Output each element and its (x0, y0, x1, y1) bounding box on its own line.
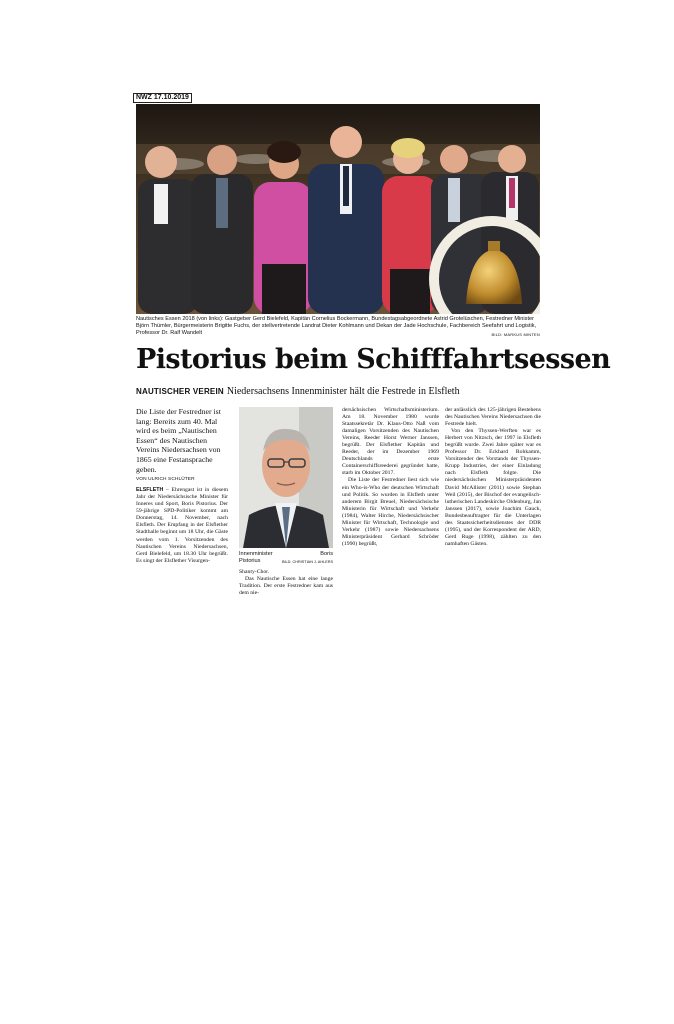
article-text: – Ehrengast ist in diesem Jahr der Niedersächsische Minister für Inneres und Sport, Boris Pistorius. Der 59-jährige SPD-Politiker kommt am Donnerstag, 14. November, nach Elsfleth. Der Empfang in der Elsflether Stadthalle beginnt um 18 Uhr, die Gäste werden vom 1. Vorsitzenden des Nautischen Vereins Niedersachsen, Gerd Bielefeld, um 18.30 Uhr begrüßt. Es singt der Elsflether Visurgen- (136, 487, 228, 564)
kicker: NAUTISCHER VEREIN (136, 387, 224, 396)
portrait-credit: BILD: CHRISTIAN J. AHLERS (281, 560, 333, 564)
subheadline-row (136, 386, 540, 398)
group-photo (136, 104, 540, 314)
article-lead: Die Liste der Festredner ist lang: Bereits zum 40. Mal wird es beim „Nautischen Essen“ des Nautischen Vereins Niedersachsen von 1865 eine Festansprache geben. (136, 407, 221, 474)
article-column-4 (445, 407, 541, 548)
article-text: Shanty-Chor. (239, 569, 270, 575)
article-text: Von den Thyssen-Werften war es Herbert von Nitzsch, der 1997 in Elsfleth begrüßt wurde. Zwei Jahre später war es Professor Dr. Eckhard Rohkamm, Vorsitzender des Vorstands der Thyssen-Krupp Industries, der einer Einladung nach Elsfleth folgte. Die niedersächsischen Ministerpräsidenten David McAllister (2011) sowie Stephan Weil (2015), der Bischof der evangelisch-lutherischen Landeskirche Oldenburg, Jan Janssen (2017), sowie Joachim Gauck, Bundesbeauftragter für die Unterlagen des Staatssicherheitsdienstes der DDR (1995), und der Korrespondent der ARD, Gerd Ruge (1998), zählten zu den namhaften Gästen. (445, 428, 541, 547)
article-column-2 (239, 407, 333, 597)
article-column-1 (136, 407, 228, 565)
portrait-caption-line2: Pistorius (239, 558, 261, 564)
article-paragraph (136, 487, 228, 565)
byline: VON ULRICH SCHLÜTER (136, 477, 195, 483)
portrait-photo (239, 407, 333, 548)
article-text: der anlässlich des 125-jährigen Bestehens des Nautischen Vereins Niedersachsen die Festrede hielt. (445, 407, 541, 428)
headline: Pistorius beim Schifffahrtsessen (136, 344, 611, 375)
article-text: dersächsischen Wirtschaftsministerium. Am 18. November 1980 wurde Staatssekretär Dr. Klaus-Otto Naß vom damaligen Vorsitzenden des Nautischen Vereins, Reeder Horst Werner Janssen, begrüßt. Der Elsflether Kapitän und Reeder, der im Dezember 1969 Deutschlands erste Containerschiffsreederei gegründet hatte, starb im Oktober 2017. (342, 407, 439, 477)
article-column-3 (342, 407, 439, 548)
dateline: ELSFLETH (136, 487, 164, 494)
article-text: Die Liste der Festredner liest sich wie ein Who-is-Who der deutschen Wirtschaft und Politik. So wurden in Elsfleth unter anderem Birgit Breuel, Niedersächsische Ministerin für Wirtschaft und Verkehr (1984), Walter Hirche, Niedersächsischer Minister für Wirtschaft, Technologie und Verkehr (1987) sowie Niedersachsens Ministerpräsident Gerhard Schröder (1990) begrüßt, (342, 477, 439, 547)
portrait-caption-right: Boris (320, 551, 333, 557)
source-label: NWZ 17.10.2019 (133, 93, 192, 103)
group-photo-image (136, 104, 540, 314)
photo-caption (136, 316, 540, 339)
portrait-caption (239, 551, 333, 565)
article-text: Das Nautische Essen hat eine lange Tradition. Der erste Festredner kam aus dem nie- (239, 576, 333, 597)
portrait-image (239, 407, 333, 548)
photo-credit: BILD: MARKUS MINTEN (491, 332, 540, 338)
portrait-caption-left: Innenminister (239, 551, 273, 557)
photo-caption-text: Nautisches Essen 2018 (von links): Gastgeber Gerd Bielefeld, Kapitän Cornelius Bockermann, Bundestagsabgeordnete Astrid Grotelüschen, Festredner Minister Björn Thümler, Bürgermeisterin Brigitte Fuchs, der stellvertretende Landrat Dieter Kohlmann und Dekan der Jade Hochschule, Fachbereich Seefahrt und Logistik, Professor Dr. Ralf Wandelt (136, 316, 537, 337)
subheadline: Niedersachsens Innenminister hält die Festrede in Elsfleth (226, 386, 460, 397)
